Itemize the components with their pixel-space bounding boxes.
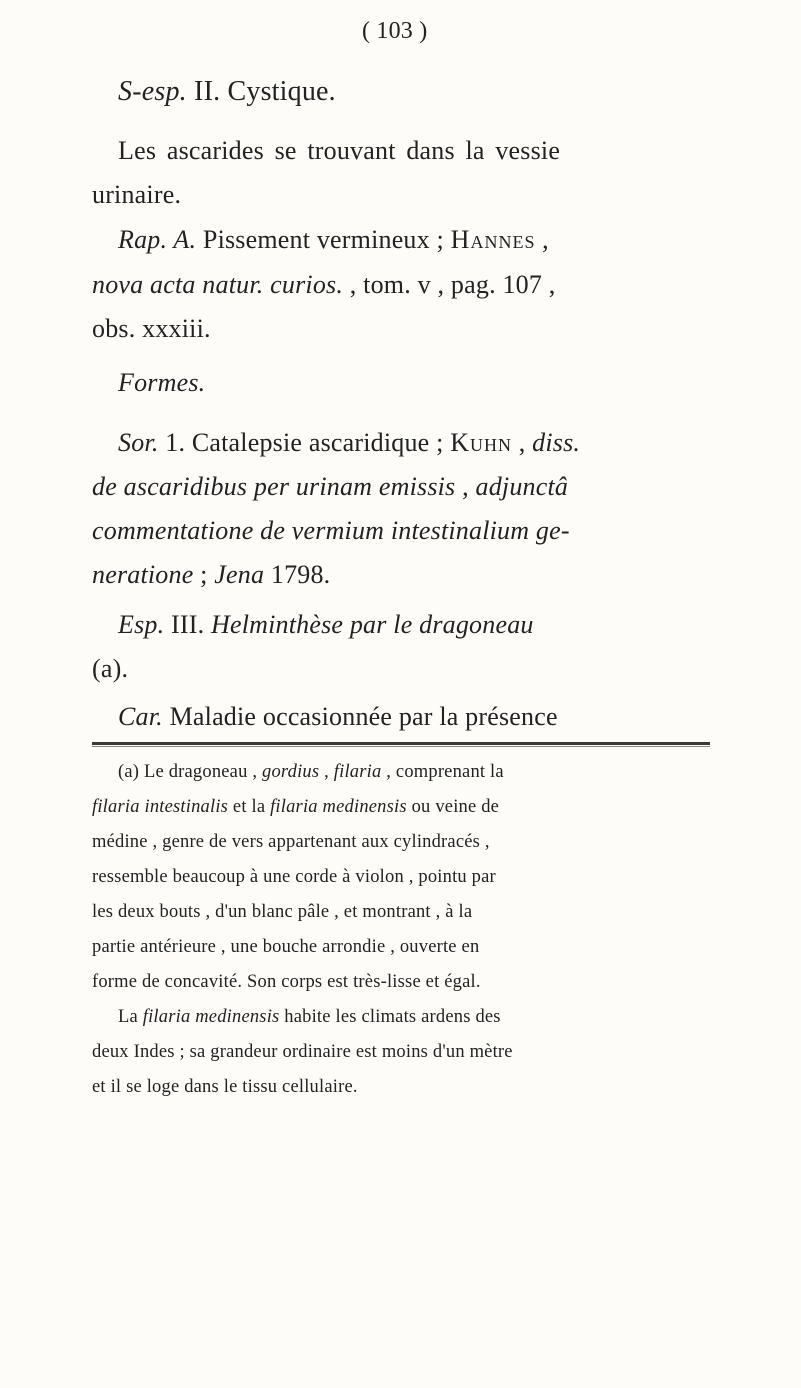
footnote-line-6: partie antérieure , une bouche arrondie , ouverte en xyxy=(92,937,480,957)
esp-label: Esp. xyxy=(118,610,165,639)
sor-title-part-1: de ascaridibus per urinam emissis xyxy=(92,472,456,501)
sor-line-4 xyxy=(92,560,330,590)
fn-filaria-medinensis-2: filaria medinensis xyxy=(142,1007,280,1027)
sor-label: Sor. xyxy=(118,428,159,457)
footnote-line-2 xyxy=(92,797,499,818)
fn-l1e: , comprenant la xyxy=(381,762,504,782)
car-text: Maladie occasionnée par la présence xyxy=(162,702,558,731)
esp-number: III. xyxy=(164,610,211,639)
rap-line-1 xyxy=(118,225,549,255)
rap-italic-title: nova acta natur. curios. xyxy=(92,270,344,299)
rap-label: Rap. A. xyxy=(118,225,197,254)
fn-filaria: filaria xyxy=(333,762,382,782)
fn-gordius: gordius xyxy=(262,762,320,782)
footnote-line-7: forme de concavité. Son corps est très-lisse et égal. xyxy=(92,972,481,992)
sor-title-part-2: adjunctâ xyxy=(475,472,569,501)
footnote-line-8 xyxy=(118,1007,501,1028)
formes-label: Formes. xyxy=(118,368,206,397)
fn-l8c: habite les climats ardens des xyxy=(279,1007,501,1027)
footnote-line-4: ressemble beaucoup à une corde à violon , pointu par xyxy=(92,867,496,887)
footnote-line-10: et il se loge dans le tissu cellulaire. xyxy=(92,1077,358,1097)
sor-year: 1798. xyxy=(264,560,331,589)
footnote-line-9: deux Indes ; sa grandeur ordinaire est moins d'un mètre xyxy=(92,1042,513,1062)
formes-heading xyxy=(118,368,205,398)
page-number: ( 103 ) xyxy=(362,18,428,44)
sor-line-1 xyxy=(118,428,580,458)
description-line-1: Les ascarides se trouvant dans la vessie xyxy=(118,136,561,165)
fn-l1a: (a) Le dragoneau , xyxy=(118,762,263,782)
sor-diss: diss. xyxy=(532,428,581,457)
footnote-line-1 xyxy=(118,762,504,783)
rap-line-2 xyxy=(92,270,555,300)
sor-title-part-3: commentatione de vermium intestinalium ge- xyxy=(92,516,570,545)
section-heading xyxy=(118,76,336,108)
sor-title-part-4: neratione xyxy=(92,560,194,589)
author-kuhn: Kuhn xyxy=(450,428,513,457)
rap-comma: , xyxy=(535,225,549,254)
fn-filaria-medinensis: filaria medinensis xyxy=(270,797,407,817)
esp-line-1 xyxy=(118,610,534,640)
footnote-line-5: les deux bouts , d'un blanc pâle , et montrant , à la xyxy=(92,902,473,922)
car-line xyxy=(118,702,558,732)
fn-filaria-intestinalis: filaria intestinalis xyxy=(92,797,229,817)
sor-line-2 xyxy=(92,472,568,502)
footnote-line-3: médine , genre de vers appartenant aux cylindracés , xyxy=(92,832,490,852)
sor-comma-2: , xyxy=(455,472,476,501)
fn-l8a: La xyxy=(118,1007,143,1027)
sor-text: 1. Catalepsie ascaridique ; xyxy=(158,428,451,457)
sor-line-3 xyxy=(92,516,570,546)
rap-line-3: obs. xxxiii. xyxy=(92,314,211,343)
fn-l2b: et la xyxy=(228,797,271,817)
rap-reference: , tom. v , pag. 107 , xyxy=(343,270,556,299)
esp-title: Helminthèse par le dragoneau xyxy=(211,610,534,639)
sor-comma: , xyxy=(512,428,533,457)
heading-prefix: S-esp. xyxy=(118,76,187,107)
fn-l2d: ou veine de xyxy=(406,797,500,817)
sor-semicolon: ; xyxy=(193,560,215,589)
car-label: Car. xyxy=(118,702,163,731)
rap-text: Pissement vermineux ; xyxy=(196,225,451,254)
esp-note-ref: (a). xyxy=(92,654,129,683)
author-hannes: Hannes xyxy=(450,225,536,254)
heading-rest: II. Cystique. xyxy=(186,76,336,107)
sor-place: Jena xyxy=(214,560,265,589)
description-line-2: urinaire. xyxy=(92,180,182,209)
fn-l1c: , xyxy=(319,762,334,782)
footnote-rule xyxy=(92,742,710,745)
